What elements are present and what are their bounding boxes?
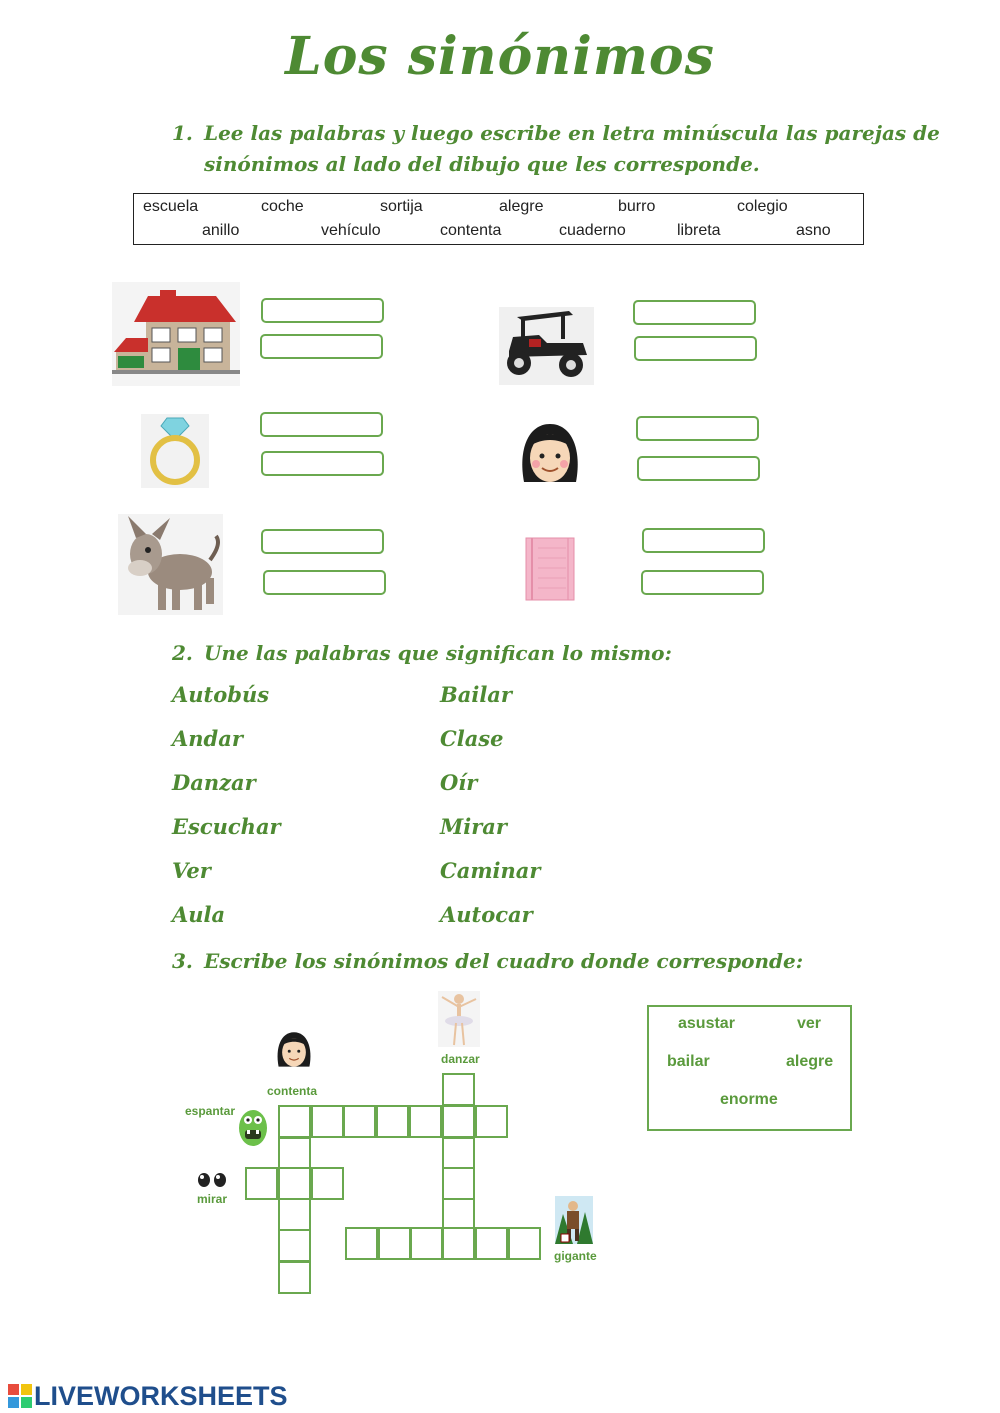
clue-danzar: danzar <box>441 1052 480 1066</box>
synonym-word: enorme <box>720 1091 778 1108</box>
match-left-word[interactable]: Danzar <box>172 770 256 795</box>
section1-instruction-line1: Lee las palabras y luego escribe en letra minúscula las parejas de <box>204 121 940 145</box>
crossword-cell[interactable] <box>442 1073 475 1106</box>
liveworksheets-logo-icon <box>8 1384 32 1408</box>
crossword-cell[interactable] <box>508 1227 541 1260</box>
section3-number: 3. <box>172 949 193 973</box>
section1-number: 1. <box>172 121 193 145</box>
notebook-picture <box>522 536 577 602</box>
page-title: Los sinónimos <box>285 26 715 87</box>
car-picture <box>499 307 594 385</box>
car-answer-1[interactable] <box>633 300 756 325</box>
crossword-cell[interactable] <box>345 1227 378 1260</box>
crossword-cell[interactable] <box>442 1227 475 1260</box>
girl-face-small-picture <box>275 1029 313 1071</box>
ballerina-picture <box>438 991 480 1047</box>
crossword-cell[interactable] <box>278 1261 311 1294</box>
girl-face-picture <box>518 420 582 488</box>
synonyms-box <box>647 1005 852 1131</box>
car-answer-2[interactable] <box>634 336 757 361</box>
word-bank-item: escuela <box>143 198 199 215</box>
crossword-cell[interactable] <box>278 1198 311 1231</box>
crossword-cell[interactable] <box>442 1105 475 1138</box>
match-left-word[interactable]: Andar <box>172 726 243 751</box>
clue-mirar: mirar <box>197 1192 228 1206</box>
match-right-word[interactable]: Autocar <box>440 902 533 927</box>
word-bank-item: alegre <box>499 198 544 215</box>
section3-instruction: Escribe los sinónimos del cuadro donde corresponde: <box>204 949 804 973</box>
word-bank-item: burro <box>618 198 656 215</box>
ring-picture <box>141 414 209 488</box>
crossword-cell[interactable] <box>410 1227 443 1260</box>
clue-gigante: gigante <box>554 1249 597 1263</box>
girl-answer-1[interactable] <box>636 416 759 441</box>
school-picture <box>112 282 240 386</box>
match-left-word[interactable]: Escuchar <box>172 814 281 839</box>
word-bank-item: coche <box>261 198 304 215</box>
synonym-word: alegre <box>786 1053 834 1070</box>
school-answer-2[interactable] <box>260 334 383 359</box>
match-left-word[interactable]: Ver <box>172 858 211 883</box>
ring-answer-2[interactable] <box>261 451 384 476</box>
crossword-cell[interactable] <box>278 1137 311 1170</box>
crossword-cell[interactable] <box>311 1167 344 1200</box>
synonym-word: bailar <box>667 1053 710 1070</box>
crossword-cell[interactable] <box>278 1167 311 1200</box>
word-bank-box <box>133 193 864 245</box>
word-bank-item: asno <box>796 222 831 239</box>
match-right-word[interactable]: Clase <box>440 726 504 751</box>
synonym-word: asustar <box>678 1015 735 1032</box>
match-left-word[interactable]: Autobús <box>172 682 270 707</box>
section1-instruction-line2: sinónimos al lado del dibujo que les corresponde. <box>204 152 760 176</box>
crossword-cell[interactable] <box>311 1105 344 1138</box>
synonym-word: ver <box>797 1015 822 1032</box>
crossword-cell[interactable] <box>376 1105 409 1138</box>
notebook-answer-1[interactable] <box>642 528 765 553</box>
ring-answer-1[interactable] <box>260 412 383 437</box>
eyes-picture <box>196 1172 228 1188</box>
giant-picture <box>555 1196 593 1244</box>
word-bank-item: anillo <box>202 222 240 239</box>
word-bank-item: vehículo <box>321 222 381 239</box>
crossword-cell[interactable] <box>475 1227 508 1260</box>
crossword-cell[interactable] <box>409 1105 442 1138</box>
word-bank-item: colegio <box>737 198 788 215</box>
section2-instruction: Une las palabras que significan lo mismo: <box>204 641 672 665</box>
section2-number: 2. <box>172 641 193 665</box>
crossword-cell[interactable] <box>442 1137 475 1170</box>
school-answer-1[interactable] <box>261 298 384 323</box>
girl-answer-2[interactable] <box>637 456 760 481</box>
monster-picture <box>237 1106 269 1148</box>
donkey-picture <box>118 514 223 615</box>
match-right-word[interactable]: Caminar <box>440 858 541 883</box>
crossword-cell[interactable] <box>245 1167 278 1200</box>
crossword-cell[interactable] <box>378 1227 411 1260</box>
match-right-word[interactable]: Mirar <box>440 814 507 839</box>
donkey-answer-2[interactable] <box>263 570 386 595</box>
word-bank-item: contenta <box>440 222 502 239</box>
match-right-word[interactable]: Oír <box>440 770 478 795</box>
footer-brand[interactable]: LIVEWORKSHEETS <box>34 1381 288 1411</box>
notebook-answer-2[interactable] <box>641 570 764 595</box>
match-left-word[interactable]: Aula <box>172 902 226 927</box>
match-right-word[interactable]: Bailar <box>440 682 512 707</box>
clue-contenta: contenta <box>267 1084 318 1098</box>
crossword-cell[interactable] <box>278 1105 311 1138</box>
crossword-cell[interactable] <box>343 1105 376 1138</box>
word-bank-item: libreta <box>677 222 721 239</box>
crossword-cell[interactable] <box>278 1229 311 1262</box>
word-bank-item: sortija <box>380 198 423 215</box>
word-bank-item: cuaderno <box>559 222 626 239</box>
crossword-cell[interactable] <box>475 1105 508 1138</box>
donkey-answer-1[interactable] <box>261 529 384 554</box>
clue-espantar: espantar <box>185 1104 236 1118</box>
crossword-cell[interactable] <box>442 1167 475 1200</box>
